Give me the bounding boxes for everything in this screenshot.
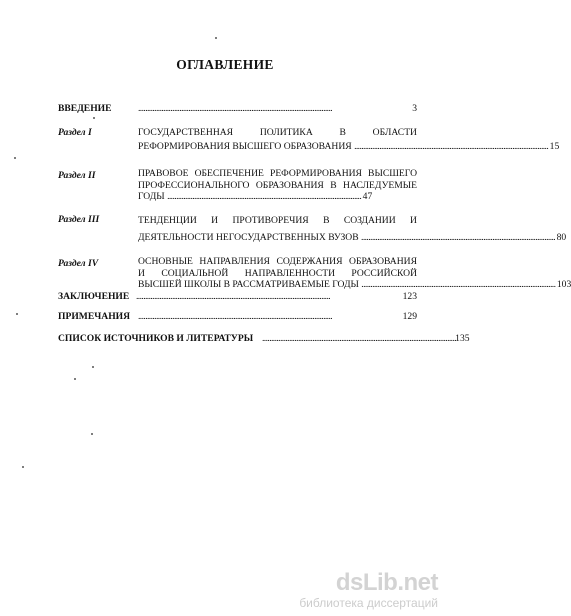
toc-page-number: 123 — [402, 291, 417, 302]
toc-page-number: 15 — [549, 141, 560, 152]
toc-page-number: 103 — [556, 279, 571, 290]
page-title: ОГЛАВЛЕНИЕ — [176, 57, 274, 72]
toc-label-notes: ПРИМЕЧАНИЯ — [58, 311, 131, 322]
scan-speck — [16, 313, 18, 315]
toc-entry-line: ПРОФЕССИОНАЛЬНОГО ОБРАЗОВАНИЯ В НАСЛЕДУЕМЫЕ — [138, 179, 417, 191]
scan-speck — [74, 378, 76, 380]
dot-leader — [138, 103, 412, 114]
scan-speck — [92, 366, 94, 368]
scan-speck — [215, 37, 217, 39]
toc-leader-sources — [262, 333, 470, 344]
toc-leader-introduction — [138, 103, 417, 114]
scan-speck — [14, 157, 16, 159]
toc-leader-conclusion — [136, 291, 417, 302]
dot-leader — [136, 291, 403, 302]
toc-entry-line: ОСНОВНЫЕ НАПРАВЛЕНИЯ СОДЕРЖАНИЯ ОБРАЗОВАНИЯ — [138, 256, 417, 267]
dot-leader — [167, 191, 360, 202]
scan-speck — [93, 117, 95, 119]
toc-entry-section-3 — [138, 212, 567, 246]
watermark-subtitle: библиотека диссертаций — [299, 596, 438, 610]
watermark-logo: dsLib.net — [335, 569, 438, 596]
toc-page-number: 80 — [556, 232, 567, 243]
dot-leader — [361, 232, 554, 243]
toc-entry-section-4 — [138, 256, 571, 291]
toc-label-section-1: Раздел I — [58, 127, 92, 138]
toc-leader-notes — [138, 311, 417, 322]
toc-entry-section-1 — [138, 126, 560, 154]
toc-entry-last-line: РЕФОРМИРОВАНИЯ ВЫСШЕГО ОБРАЗОВАНИЯ . . . 15 — [138, 140, 417, 154]
toc-entry-line: И СОЦИАЛЬНОЙ НАПРАВЛЕННОСТИ РОССИЙСКОЙ — [138, 267, 417, 279]
toc-entry-section-2 — [138, 168, 417, 203]
toc-entry-line: ГОСУДАРСТВЕННАЯ ПОЛИТИКА В ОБЛАСТИ — [138, 127, 417, 138]
scan-speck — [22, 466, 24, 468]
scan-speck — [91, 433, 93, 435]
toc-label-sources: СПИСОК ИСТОЧНИКОВ И ЛИТЕРАТУРЫ — [58, 333, 254, 344]
toc-entry-last-line: ДЕЯТЕЛЬНОСТИ НЕГОСУДАРСТВЕННЫХ ВУЗОВ . . . 80 — [138, 229, 417, 246]
toc-entry-line: ПРАВОВОЕ ОБЕСПЕЧЕНИЕ РЕФОРМИРОВАНИЯ ВЫСШЕГО — [138, 168, 417, 179]
dot-leader — [361, 279, 554, 290]
toc-label-section-4: Раздел IV — [58, 258, 99, 269]
toc-page-number: 3 — [412, 103, 417, 114]
toc-page-number: 47 — [362, 191, 373, 202]
toc-label-conclusion: ЗАКЛЮЧЕНИЕ — [58, 291, 130, 302]
dot-leader — [138, 311, 403, 322]
watermark — [299, 570, 438, 610]
toc-label-section-2: Раздел II — [58, 170, 96, 181]
toc-entry-line: ТЕНДЕНЦИИ И ПРОТИВОРЕЧИЯ В СОЗДАНИИ И — [138, 215, 417, 226]
toc-page-number: 129 — [402, 311, 417, 322]
toc-entry-last-line: ВЫСШЕЙ ШКОЛЫ В РАССМАТРИВАЕМЫЕ ГОДЫ . . . 103 — [138, 279, 417, 291]
toc-entry-last-line: ГОДЫ . . . 47 — [138, 191, 417, 203]
toc-label-section-3: Раздел III — [58, 214, 100, 225]
dot-leader — [262, 333, 455, 344]
toc-label-introduction: ВВЕДЕНИЕ — [58, 103, 112, 114]
toc-page-number: 135 — [455, 333, 470, 344]
dot-leader — [354, 141, 547, 152]
